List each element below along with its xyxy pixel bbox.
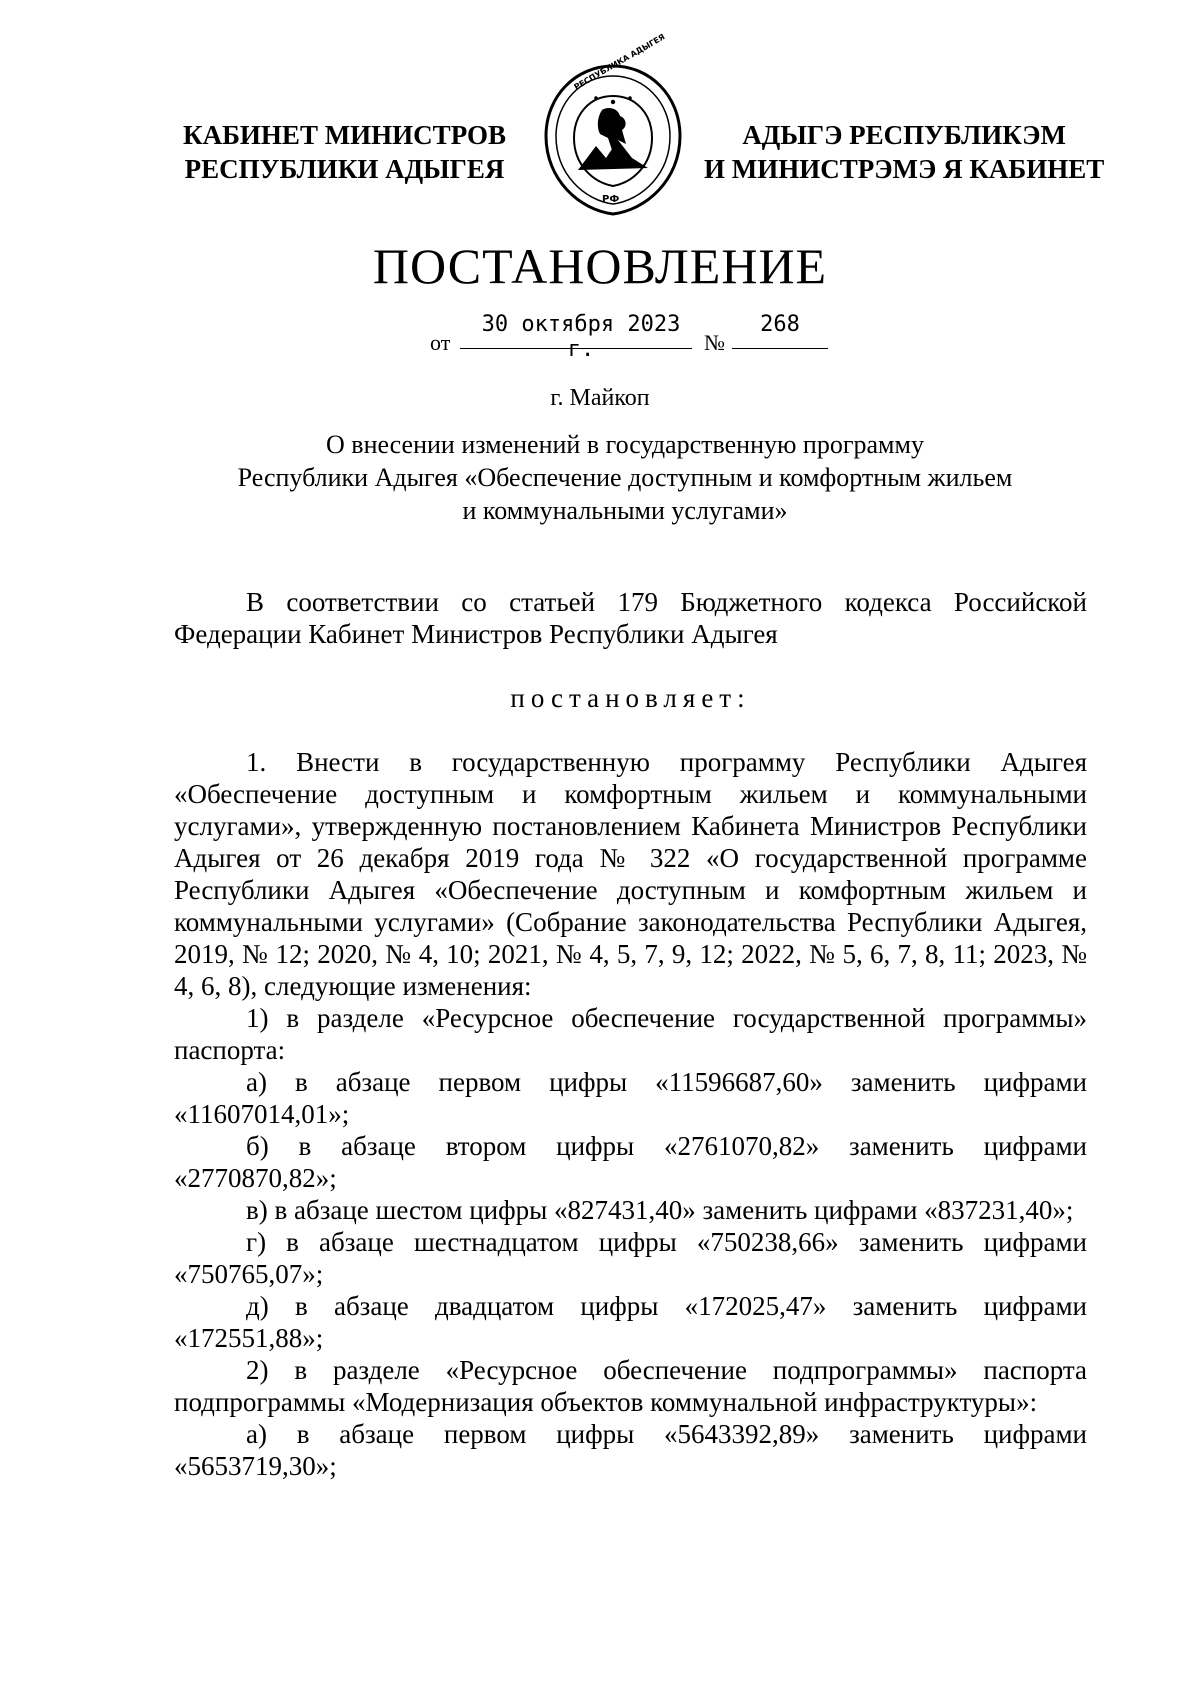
body-paragraph: 1. Внести в государственную программу Республики Адыгея «Обеспечение доступным и комфортным жильем и коммунальными услугами», утвержденную постановлением Кабинета Министров Республики Адыгея от 26 декабря 2019 года № 322 «О государственной программе Республики Адыгея «Обеспечение доступным и комфортным жильем и коммунальными услугами» (Собрание законодательства Республики Адыгея, 2019, № 12; 2020, № 4, 10; 2021, № 4, 5, 7, 9, 12; 2022, № 5, 6, 7, 8, 11; 2023, № 4, 6, 8), следующие изменения:: [174, 747, 1087, 1001]
issuer-line: АДЫГЭ РЕСПУБЛИКЭМ: [742, 120, 1066, 150]
body-paragraph: а) в абзаце первом цифры «11596687,60» заменить цифрами «11607014,01»;: [174, 1067, 1087, 1129]
resolves-heading: постановляет:: [510, 683, 751, 713]
subject-line: Республики Адыгея «Обеспечение доступным и комфортным жильем: [237, 463, 1013, 492]
issuer-line: КАБИНЕТ МИНИСТРОВ: [183, 120, 507, 150]
document-title: ПОСТАНОВЛЕНИЕ: [372, 238, 828, 294]
number-label: №: [704, 330, 725, 355]
emblem-inscription-bottom: РФ: [602, 194, 620, 205]
subject-line: и коммунальными услугами»: [462, 496, 788, 525]
document-subject: [150, 428, 1100, 527]
coat-of-arms-emblem: [538, 32, 688, 218]
number-underline: [732, 348, 828, 349]
body-paragraph: д) в абзаце двадцатом цифры «172025,47» заменить цифрами «172551,88»;: [174, 1291, 1087, 1353]
body-paragraph: а) в абзаце первом цифры «5643392,89» заменить цифрами «5653719,30»;: [174, 1419, 1087, 1481]
date-underline: [460, 348, 692, 349]
issuer-line: РЕСПУБЛИКИ АДЫГЕЯ: [184, 154, 505, 184]
issuer-name-adyghe: [704, 118, 1104, 186]
body-paragraph: 1) в разделе «Ресурсное обеспечение государственной программы» паспорта:: [174, 1003, 1087, 1065]
body-paragraph: б) в абзаце втором цифры «2761070,82» заменить цифрами «2770870,82»;: [174, 1131, 1087, 1193]
date-number-line: [0, 312, 1200, 362]
body-paragraph: в) в абзаце шестом цифры «827431,40» заменить цифрами «837231,40»;: [246, 1195, 1074, 1225]
emblem-inscription: РЕСПУБЛИКА АДЫГЕЯ: [572, 32, 667, 92]
number-value: 268: [760, 312, 800, 337]
body-paragraph: 2) в разделе «Ресурсное обеспечение подпрограммы» паспорта подпрограммы «Модернизация объектов коммунальной инфраструктуры»:: [174, 1355, 1087, 1417]
document-body: [174, 586, 1087, 1482]
date-label: от: [430, 330, 451, 355]
issuer-name-russian: [183, 118, 506, 186]
body-paragraph: г) в абзаце шестнадцатом цифры «750238,66» заменить цифрами «750765,07»;: [174, 1227, 1087, 1289]
issuer-line: И МИНИСТРЭМЭ Я КАБИНЕТ: [704, 154, 1105, 184]
preamble-paragraph: В соответствии со статьей 179 Бюджетного кодекса Российской Федерации Кабинет Министров Республики Адыгея: [174, 587, 1087, 649]
subject-line: О внесении изменений в государственную программу: [326, 430, 924, 459]
city: г. Майкоп: [550, 385, 650, 411]
date-value: 30 октября 2023 г.: [481, 312, 681, 362]
